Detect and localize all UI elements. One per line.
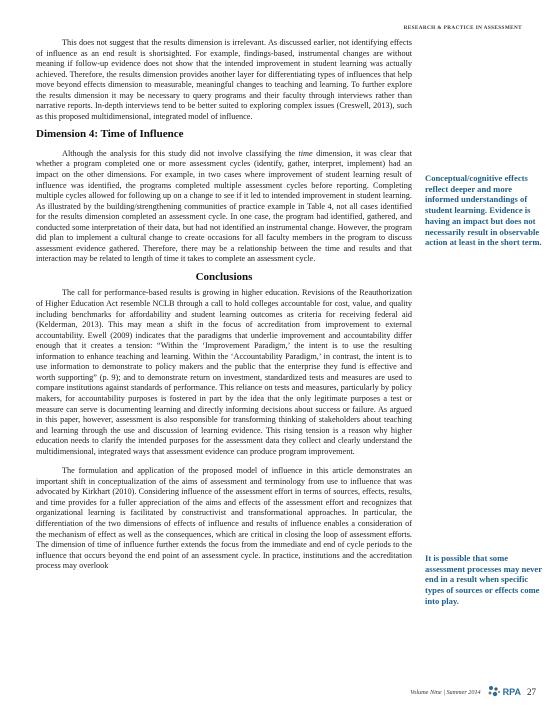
section-heading-conclusions: Conclusions [195,270,253,283]
paragraph-time-dimension [36,149,412,265]
paragraph-conclusions-1: The call for performance-based results is growing in higher education. Revisions of the Reauthorization of Higher Education Act resemble NCLB through a call to hold colleges accountable for cost, value, and quality including benchmarks for affordability and student learning outcomes as criteria for receiving federal aid (Kelderman, 2013). This may mean a shift in the focus of accreditation from improvement to external accountability. Ewell (2009) indicates that the paradigms that underlie improvement and accountability differ enough that it creates a tension: “Within the ‘Improvement Paradigm,’ the intent is to use the resulting information to enhance teaching and learning. Within the ‘Accountability Paradigm,’ in contrast, the intent is to use information to demonstrate to policy makers and the public that the enterprise they fund is effective and worth supporting” (p. 9); and to demonstrate return on investment, standardized tests and measures are used to compare institutions against standards of performance. This reliance on tests and measures, particularly by policy makers, for accountability purposes is fostered in part by the idea that the only legitimate purposes a test or measure can serve is documenting learning and directly informing decisions about success or failure. As argued in this paper, however, assessment is also responsible for transforming thinking of stakeholders about teaching and learning through the use and discussion of learning evidence. This rising tension is a reason why higher education needs to clarify the intended purposes for the assessment data they collect and clearly understand the multidimensional, integrated ways that assessment evidence can produce program improvement. [36,288,412,456]
paragraph-time-italic: time [298,148,313,158]
paragraph-results-dimension: This does not suggest that the results dimension is irrelevant. As discussed earlier, not identifying effects of influence as an end result is shortsighted. For example, findings-based, instrumental changes are without meaning if follow-up evidence does not show that the intended improvement in student learning was actually achieved. Therefore, the results dimension provides another layer for differentiating types of influences that help move beyond effects dimension to measurable, meaningful changes to teaching and learning. To further explore the results dimension it may be necessary to query programs and their faculty through interviews rather than narrative reports. In-depth interviews tend to be better suited to exploring complex issues (Creswell, 2013), such as this proposed multidimensional, integrated model of influence. [36,38,412,121]
logo-text: RPA [502,687,521,697]
sidebar-callout-effects: Conceptual/cognitive effects reflect deeper and more informed understandings of student learning. Evidence is having an impact but does not necessarily result in observable action at least in the short term. [425,173,542,248]
logo-dots-icon [487,685,501,699]
paragraph-conclusions-2: The formulation and application of the proposed model of influence in this article demonstrates an important shift in conceptualization of the aims of assessment and terminology from use to influence that was advocated by Kirkhart (2010). Considering influence of the assessment effort in terms of sources, effects, results, and time provides for a fuller appreciation of the aims and effects of the assessment effort and recognizes that organizational learning is facilitated by constructivist and transformational approaches. In particular, the differentiation of the two dimensions of effects of influence and results of influence enables a consideration of the mechanism of effect as well as the consequences, which are critical in closing the loop of assessment efforts. The dimension of time of influence further extends the focus from the immediate and end of cycle periods to the influence that occurs beyond the end point of an assessment cycle. In practice, institutions and the accreditation process may overlook [36,466,412,571]
paragraph-time-start: Although the analysis for this study did not involve classifying the [62,148,299,158]
sidebar-callout-results: It is possible that some assessment processes may never end in a result when specific types of sources or effects come into play. [425,553,542,606]
page-number: 27 [527,687,536,697]
rpa-logo [487,685,521,699]
issue-info: Volume Nine | Summer 2014 [410,688,481,696]
page-footer [410,685,536,699]
running-head: RESEARCH & PRACTICE IN ASSESSMENT [403,25,522,31]
main-column [36,38,412,572]
paragraph-time-rest: dimension, it was clear that whether a program completed one or more assessment cycles (identify, gather, interpret, implement) had an impact on the other dimensions. For example, in two cases where improvement of student learning result of influence was identified, the programs completed multiple assessment cycles before reporting. Completing multiple cycles allowed for following up on a change to see if it led to intended improvement in student learning. As illustrated by the building/strengthening communities of practice example in Table 4, not all cases identified for the results dimension completed an assessment cycle. In one case, the program had identified, gathered, and conducted some interpretation of their data, but had not identified an instrumental change. However, the program did plan to implement a cultural change to create occasions for all faculty members in the program to discuss assessment evidence gathered. Therefore, there may be a relationship between the time and results and that interaction may be related to length of time it takes to complete an assessment cycle. [36,148,412,264]
section-heading-time: Dimension 4: Time of Influence [36,128,184,141]
